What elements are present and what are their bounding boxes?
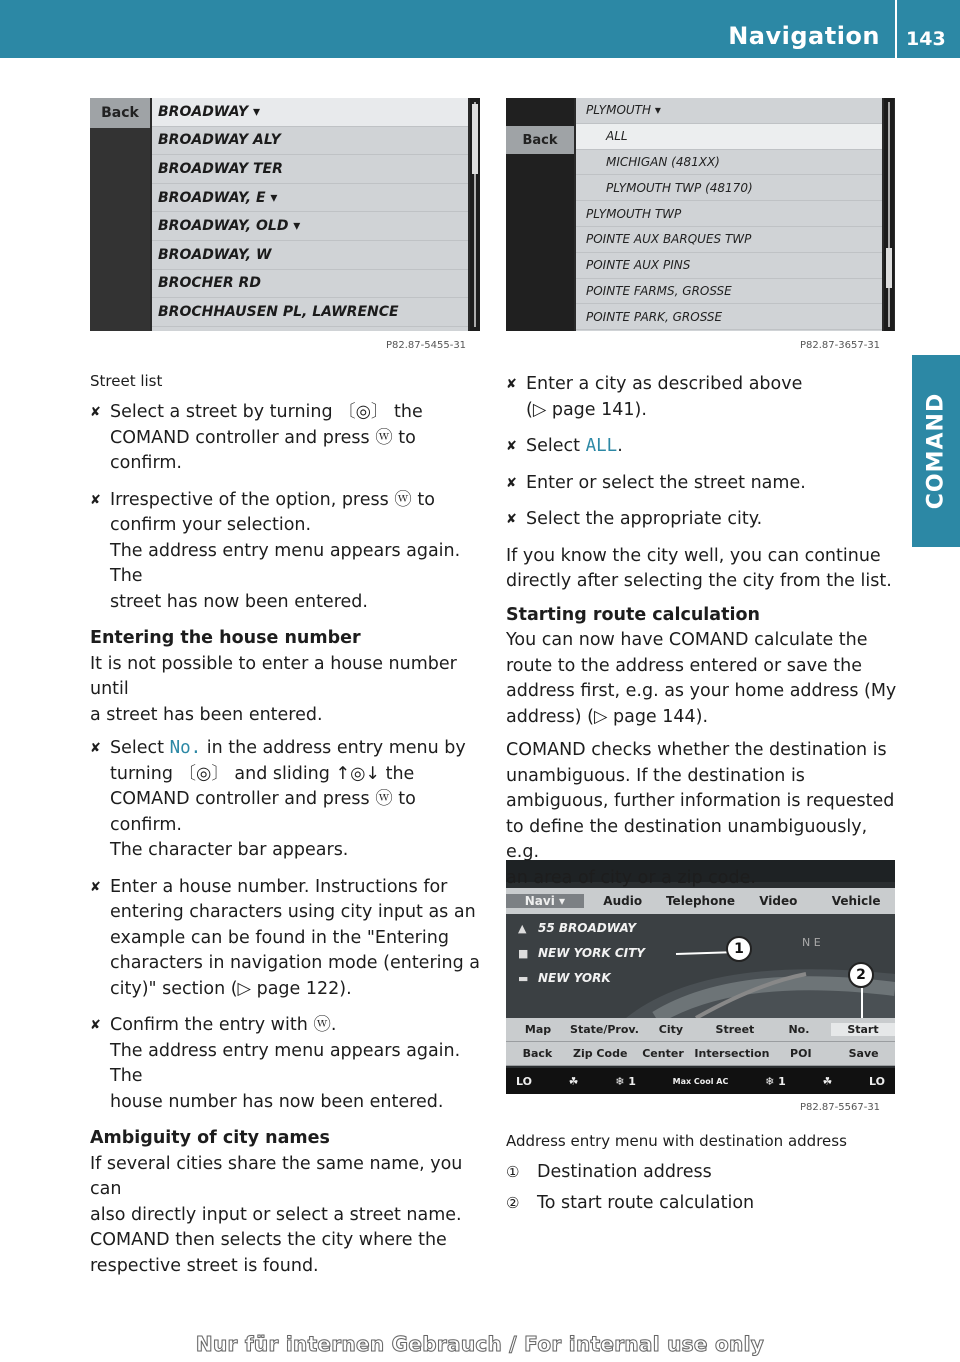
softkey-map: Map [524,1023,552,1036]
city-list [576,98,882,331]
city-icon: ■ [518,947,529,960]
callout-2: 2 [848,962,874,988]
image-code: P82.87-3657-31 [800,340,881,351]
list-item: POINTE AUX PINS [576,253,882,279]
step-arrow-icon: ✘ [506,512,517,527]
instruction-step: ✘ Confirm the entry with ⓦ. The address entry menu appears again. The house number has now been entered. [90,1015,461,1112]
left-softkey-column [90,98,150,331]
step-arrow-icon: ✘ [506,377,517,392]
instruction-step: ✘ Select the appropriate city. [506,507,898,533]
instruction-step: ✘ Select No. in the address entry menu by turning 〔◎〕 and sliding ↑◎↓ the COMAND controller and press ⓦ to confirm. The character bar appears. [90,738,466,860]
list-item: BROADWAY ▾ [152,98,468,127]
softkey-city: City [658,1023,684,1036]
list-item: MICHIGAN (481XX) [576,150,882,176]
city-list-screenshot [506,98,895,331]
legend-number: ① [506,1163,520,1181]
softkey-state: State/Prov. [570,1023,639,1036]
menu-telephone: Telephone [665,894,736,908]
list-item: POINTE FARMS, GROSSE [576,279,882,305]
list-item: BROADWAY, W [152,241,468,270]
step-arrow-icon: ✘ [90,405,101,420]
instruction-step: ✘ Enter a house number. Instructions for entering characters using city input as an example can be found in the "Entering characters in navigation mode (entering a city)" section (▷ page 122). [90,876,480,999]
paragraph: If you know the city well, you can continue directly after selecting the city from the list. [506,545,892,591]
list-item: BROADWAY, E ▾ [152,184,468,213]
internal-use-footer: Nur für internen Gebrauch / For internal use only [195,1332,765,1356]
softkey-zip: Zip Code [572,1047,628,1060]
street-list [152,98,468,331]
address-menu-row2 [506,1042,895,1066]
step-arrow-icon: ✘ [506,439,517,454]
softkey-save: Save [848,1047,879,1060]
seat-icon: ☘ [568,1074,579,1088]
list-item: PLYMOUTH TWP [576,201,882,227]
list-item: BROADWAY TER [152,155,468,184]
left-text-column [90,370,482,1287]
paragraph: You can now have COMAND calculate the route to the address entered or save the address first, e.g. as your home address (My address) (▷ page 144). [506,630,897,727]
section-heading: Entering the house number [90,628,361,648]
list-item: PLYMOUTH ▾ [576,98,882,124]
side-tab-label: COMAND [923,392,949,510]
figure-caption: Address entry menu with destination address [506,1132,847,1150]
callout-1: 1 [726,936,752,962]
display-term: ALL [585,436,618,456]
paragraph: If several cities share the same name, you can also directly input or select a street name. COMAND then selects the city where the respective street is found. [90,1153,463,1276]
page-number: 143 [906,28,946,50]
step-arrow-icon: ✘ [90,492,101,508]
list-scrollbar [884,98,894,331]
section-title: Navigation [728,22,880,50]
softkey-start: Start [831,1023,895,1036]
climate-bar [506,1068,895,1094]
list-item: POINTE PARK, GROSSE [576,304,882,330]
softkey-poi: POI [790,1047,812,1060]
list-item: BROCHER RD [152,270,468,299]
max-cool-label: Max Cool AC [672,1076,729,1086]
back-softkey: Back [506,126,574,154]
climate-right-temp: LO [869,1074,885,1088]
list-item: PLYMOUTH TWP (48170) [576,175,882,201]
map-area [506,914,895,1018]
fan-left: ❄ 1 [615,1074,636,1088]
section-heading: Ambiguity of city names [90,1128,330,1148]
softkey-intersection: Intersection [694,1047,770,1060]
state-icon: ▬ [518,972,529,985]
compass-label: N E [802,936,821,949]
step-arrow-icon: ✘ [506,475,517,491]
softkey-number: No. [788,1023,810,1036]
list-item: BROADWAY ALY [152,127,468,156]
instruction-step: ✘ Select a street by turning 〔◎〕 the COMAND controller and press ⓦ to confirm. [90,402,423,473]
list-item: BROCHHAUSEN PL, LAWRENCE [152,298,468,327]
display-term: No. [169,738,202,758]
step-arrow-icon: ✘ [90,1018,101,1033]
list-item: ALL [576,124,882,150]
menu-audio: Audio [603,894,643,908]
menu-video: Video [759,894,798,908]
softkey-street: Street [715,1023,755,1036]
list-item: POINTE AUX BARQUES TWP [576,227,882,253]
address-city: NEW YORK CITY [538,946,645,960]
softkey-back: Back [522,1047,553,1060]
flag-icon: ▲ [518,922,527,935]
step-arrow-icon: ✘ [90,879,101,895]
image-code: P82.87-5455-31 [386,340,467,351]
step-arrow-icon: ✘ [90,741,101,756]
list-scrollbar [470,98,480,331]
legend-number: ② [506,1193,520,1212]
legend-item: ① Destination address [506,1160,898,1186]
fan-right: ❄ 1 [765,1074,786,1088]
instruction-step: ✘ Irrespective of the option, press ⓦ to confirm your selection. The address entry menu appears again. The street has now been entered. [90,489,461,612]
list-item: BROADWAY, OLD ▾ [152,212,468,241]
header-divider [895,0,897,58]
section-heading: Starting route calculation [506,604,760,625]
side-tab [912,355,960,547]
instruction-step: ✘ Enter a city as described above (▷ page 141). [506,374,803,420]
image-code: P82.87-5567-31 [800,1102,881,1113]
address-street: 55 BROADWAY [538,921,637,935]
paragraph: It is not possible to enter a house number until a street has been entered. [90,653,457,725]
street-list-screenshot [90,98,480,331]
climate-left-temp: LO [516,1074,532,1088]
back-softkey: Back [90,98,150,128]
header-bar [0,0,960,58]
instruction-step: ✘ Enter or select the street name. [506,471,898,497]
seat-icon: ☘ [822,1074,833,1088]
legend-item: ② To start route calculation [506,1191,898,1217]
right-text-column [506,372,898,899]
right-lower-column [506,1130,898,1221]
address-menu-row1 [506,1018,895,1042]
figure-caption: Street list [90,372,163,390]
softkey-center: Center [642,1047,684,1060]
menu-vehicle: Vehicle [831,894,881,908]
paragraph: COMAND checks whether the destination is unambiguous. If the destination is ambiguous, further information is requested to define the destination unambiguously, e.g. an area of city or a zip code. [506,740,895,888]
instruction-step: ✘ Select ALL. [506,434,898,460]
menu-navi: Navi ▾ [506,894,584,908]
address-state: NEW YORK [538,971,611,985]
